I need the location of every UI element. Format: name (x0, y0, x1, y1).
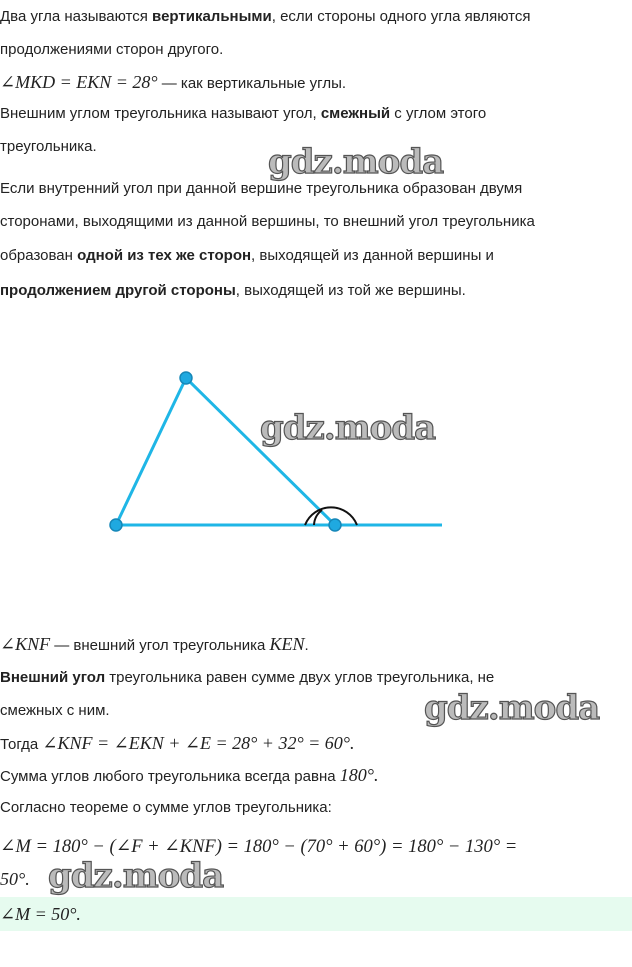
text: сторонами, выходящими из данной вершины, то внешний угол треугольника (0, 213, 535, 230)
text: Согласно теореме о сумме углов треугольника: (0, 799, 332, 816)
bold-term: одной из тех же сторон (77, 247, 252, 264)
text: Сумма углов любого треугольника всегда равна (0, 768, 340, 785)
text-line-8 (0, 245, 494, 267)
math-expression: ∠KNF (0, 634, 51, 654)
watermark-2: gdz.moda (260, 408, 436, 448)
text-line-15 (0, 797, 332, 819)
watermark-1: gdz.moda (268, 142, 444, 182)
text-line-13 (0, 732, 355, 756)
answer-box (0, 897, 632, 931)
answer-line (0, 903, 81, 927)
text: , если стороны одного угла являются (271, 8, 531, 25)
math-expression: 50°. (0, 869, 30, 889)
text-line-3 (0, 71, 346, 95)
text: Внешним углом треугольника называют угол, (0, 105, 321, 122)
text-line-1 (0, 6, 530, 28)
text: — как вертикальные углы. (157, 75, 347, 92)
text-line-9 (0, 280, 466, 302)
point-k (110, 519, 122, 531)
text: треугольника равен сумме двух углов треугольника, не (105, 669, 495, 686)
text: продолжениями сторон другого. (0, 41, 224, 58)
bold-term: смежный (320, 105, 391, 122)
bold-term: продолжением другой стороны (0, 282, 236, 299)
bold-term: Внешний угол (0, 669, 106, 686)
text: смежных с ним. (0, 702, 110, 719)
text: , выходящей из той же вершины. (235, 282, 466, 299)
text: треугольника. (0, 138, 97, 155)
text-line-12 (0, 700, 110, 722)
text-line-5 (0, 136, 97, 158)
text: образован (0, 247, 78, 264)
text: Если внутренний угол при данной вершине треугольника образован двумя (0, 180, 523, 197)
point-e (180, 372, 192, 384)
text: с углом этого (390, 105, 487, 122)
text: , выходящей из данной вершины и (251, 247, 494, 264)
text-line-11 (0, 667, 494, 689)
text-line-6 (0, 178, 522, 200)
math-expression: 180°. (339, 765, 379, 785)
text-line-4 (0, 103, 486, 125)
math-expression: ∠M = 180° − (∠F + ∠KNF) = 180° − (70° + 60°) = 180° − 130° = (0, 837, 518, 857)
math-expression: ∠MKD = EKN = 28° (0, 72, 158, 92)
answer-expression: ∠M = 50°. (0, 904, 81, 924)
math-expression: KEN (269, 634, 305, 654)
text-line-10 (0, 633, 309, 657)
text-line-7 (0, 211, 535, 233)
text: Тогда (0, 736, 43, 753)
triangle-figure (0, 360, 632, 560)
text-line-14 (0, 764, 378, 788)
text: Два угла называются (0, 8, 153, 25)
text-line-2 (0, 39, 223, 61)
point-n (329, 519, 341, 531)
text: . (304, 637, 309, 654)
bold-term: вертикальными (152, 8, 272, 25)
text-line-17 (0, 868, 30, 892)
math-expression: ∠KNF = ∠EKN + ∠E = 28° + 32° = 60°. (42, 733, 355, 753)
triangle-side-ke (116, 378, 186, 525)
text: — внешний угол треугольника (50, 637, 270, 654)
triangle-side-en (186, 378, 335, 525)
watermark-3: gdz.moda (424, 688, 600, 728)
watermark-4: gdz.moda (48, 856, 224, 896)
